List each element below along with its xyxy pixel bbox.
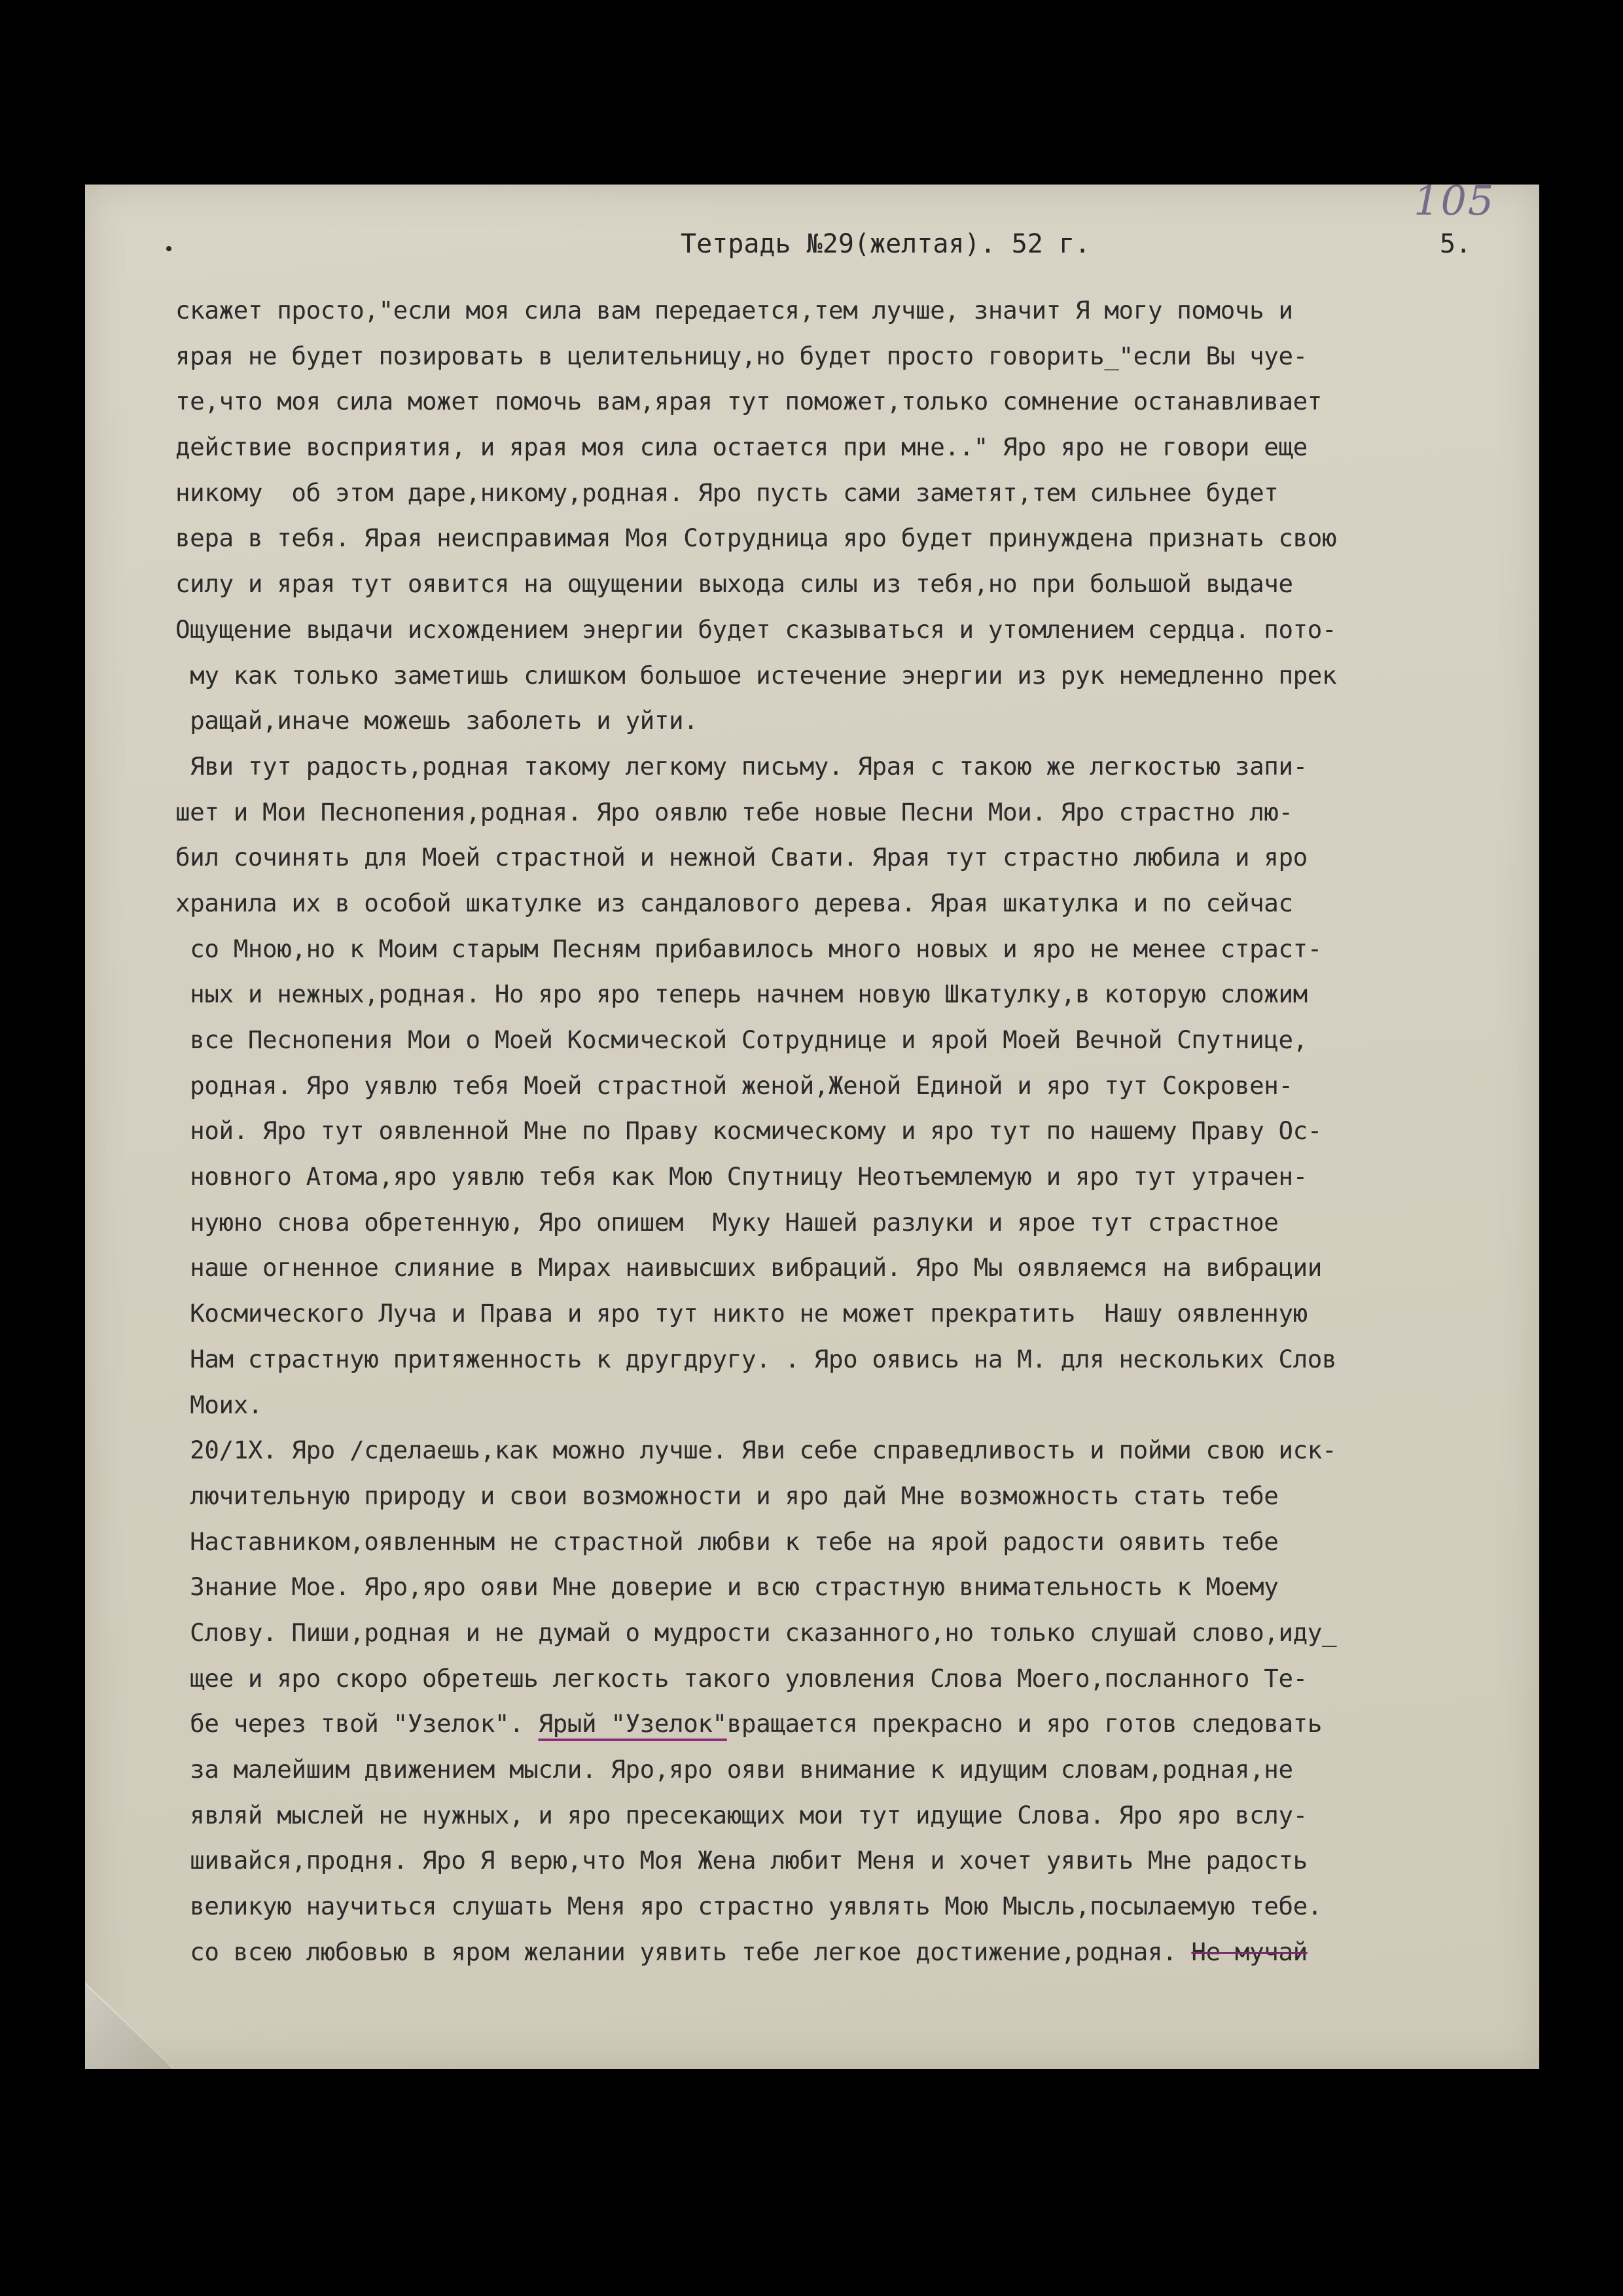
- text-line: ных и нежных,родная. Но яро яро теперь начнем новую Шкатулку,в которую сложим: [175, 980, 1308, 1009]
- text-line-with-underline: [175, 1701, 1537, 1747]
- text-line: Наставником,оявленным не страстной любви к тебе на ярой радости оявить тебе: [175, 1527, 1279, 1556]
- text-segment: бе через твой "Узелок".: [175, 1709, 539, 1739]
- handwritten-folio-number: 105: [1414, 177, 1495, 224]
- text-line: Моих.: [175, 1390, 263, 1419]
- text-segment: вращается прекрасно и яро готов следовать: [726, 1709, 1323, 1739]
- text-line-last: [175, 1930, 1537, 1975]
- text-line: те,что моя сила может помочь вам,ярая тут поможет,только сомнение останавливает: [175, 387, 1322, 416]
- text-line: Нам страстную притяженность к другдругу. . Яро оявись на М. для нескольких Слов: [175, 1344, 1337, 1373]
- text-line: нуюно снова обретенную, Яро опишем Муку Нашей разлуки и ярое тут страстное: [175, 1207, 1279, 1237]
- text-line: вера в тебя. Ярая неисправимая Моя Сотрудница яро будет принуждена признать свою: [175, 523, 1337, 553]
- page-number: 5.: [1440, 229, 1472, 259]
- text-line: шет и Мои Песнопения,родная. Яро оявлю тебе новые Песни Мои. Яро страстно лю-: [175, 797, 1293, 826]
- text-line: все Песнопения Мои о Моей Космической Сотруднице и ярой Моей Вечной Спутнице,: [175, 1025, 1308, 1054]
- ink-underlined-phrase: Ярый "Узелок": [538, 1709, 727, 1739]
- text-line: Яви тут радость,родная такому легкому письму. Ярая с такою же легкостью запи-: [175, 751, 1308, 781]
- text-line: действие восприятия, и ярая моя сила остается при мне.." Яро яро не говори еще: [175, 433, 1308, 462]
- text-line: за малейшим движением мысли. Яро,яро ояви внимание к идущим словам,родная,не: [175, 1755, 1293, 1784]
- text-line: никому об этом даре,никому,родная. Яро пусть сами заметят,тем сильнее будет: [175, 478, 1279, 507]
- struck-through-phrase: Не мучай: [1191, 1937, 1308, 1966]
- text-line: щее и яро скоро обретешь легкость такого уловления Слова Моего,посланного Те-: [175, 1663, 1308, 1693]
- text-line: ращай,иначе можешь заболеть и уйти.: [175, 706, 698, 735]
- text-line: Знание Мое. Яро,яро ояви Мне доверие и всю страстную внимательность к Моему: [175, 1572, 1279, 1602]
- text-line: новного Атома,яро уявлю тебя как Мою Спутницу Неотъемлемую и яро тут утрачен-: [175, 1162, 1308, 1192]
- text-line: ной. Яро тут оявленной Мне по Праву космическому и яро тут по нашему Праву Ос-: [175, 1116, 1322, 1146]
- text-line: бил сочинять для Моей страстной и нежной Свати. Ярая тут страстно любила и яро: [175, 843, 1308, 872]
- text-line: му как только заметишь слишком большое истечение энергии из рук немедленно прек: [175, 660, 1337, 690]
- text-line: ярая не будет позировать в целительницу,но будет просто говорить_"если Вы чуе-: [175, 341, 1308, 370]
- page-header-title: Тетрадь №29(желтая). 52 г.: [681, 229, 1091, 259]
- typewritten-text-body: [175, 288, 1537, 1975]
- text-line: являй мыслей не нужных, и яро пресекающих мои тут идущие Слова. Яро яро вслу-: [175, 1800, 1308, 1829]
- text-line: Слову. Пиши,родная и не думай о мудрости сказанного,но только слушай слово,иду_: [175, 1617, 1337, 1647]
- text-line: лючительную природу и свои возможности и яро дай Мне возможность стать тебе: [175, 1481, 1279, 1510]
- text-line: силу и ярая тут оявится на ощущении выхода силы из тебя,но при большой выдаче: [175, 569, 1293, 599]
- text-line: скажет просто,"если моя сила вам передается,тем лучше, значит Я могу помочь и: [175, 296, 1293, 325]
- text-line: Космического Луча и Права и яро тут никто не может прекратить Нашу оявленную: [175, 1299, 1308, 1328]
- text-line: наше огненное слияние в Мирах наивысших вибраций. Яро Мы оявляемся на вибрации: [175, 1253, 1322, 1282]
- text-segment: со всею любовью в яром желании уявить тебе легкое достижение,родная.: [175, 1937, 1192, 1966]
- text-line: шивайся,продня. Яро Я верю,что Моя Жена любит Меня и хочет уявить Мне радость: [175, 1846, 1308, 1875]
- text-line: Ощущение выдачи исхождением энергии будет сказываться и утомлением сердца. пото-: [175, 614, 1337, 644]
- text-line: 20/1Х. Яро /сделаешь,как можно лучше. Яви себе справедливость и пойми свою иск-: [175, 1436, 1337, 1465]
- text-line: родная. Яро уявлю тебя Моей страстной женой,Женой Единой и яро тут Сокровен-: [175, 1070, 1293, 1100]
- text-line: хранила их в особой шкатулке из сандалового дерева. Ярая шкатулка и по сейчас: [175, 888, 1293, 917]
- margin-dot: [166, 246, 171, 251]
- text-line: великую научиться слушать Меня яро страстно уявлять Мою Мысль,посылаемую тебе.: [175, 1892, 1322, 1921]
- text-line: со Мною,но к Моим старым Песням прибавилось много новых и яро не менее страст-: [175, 934, 1322, 963]
